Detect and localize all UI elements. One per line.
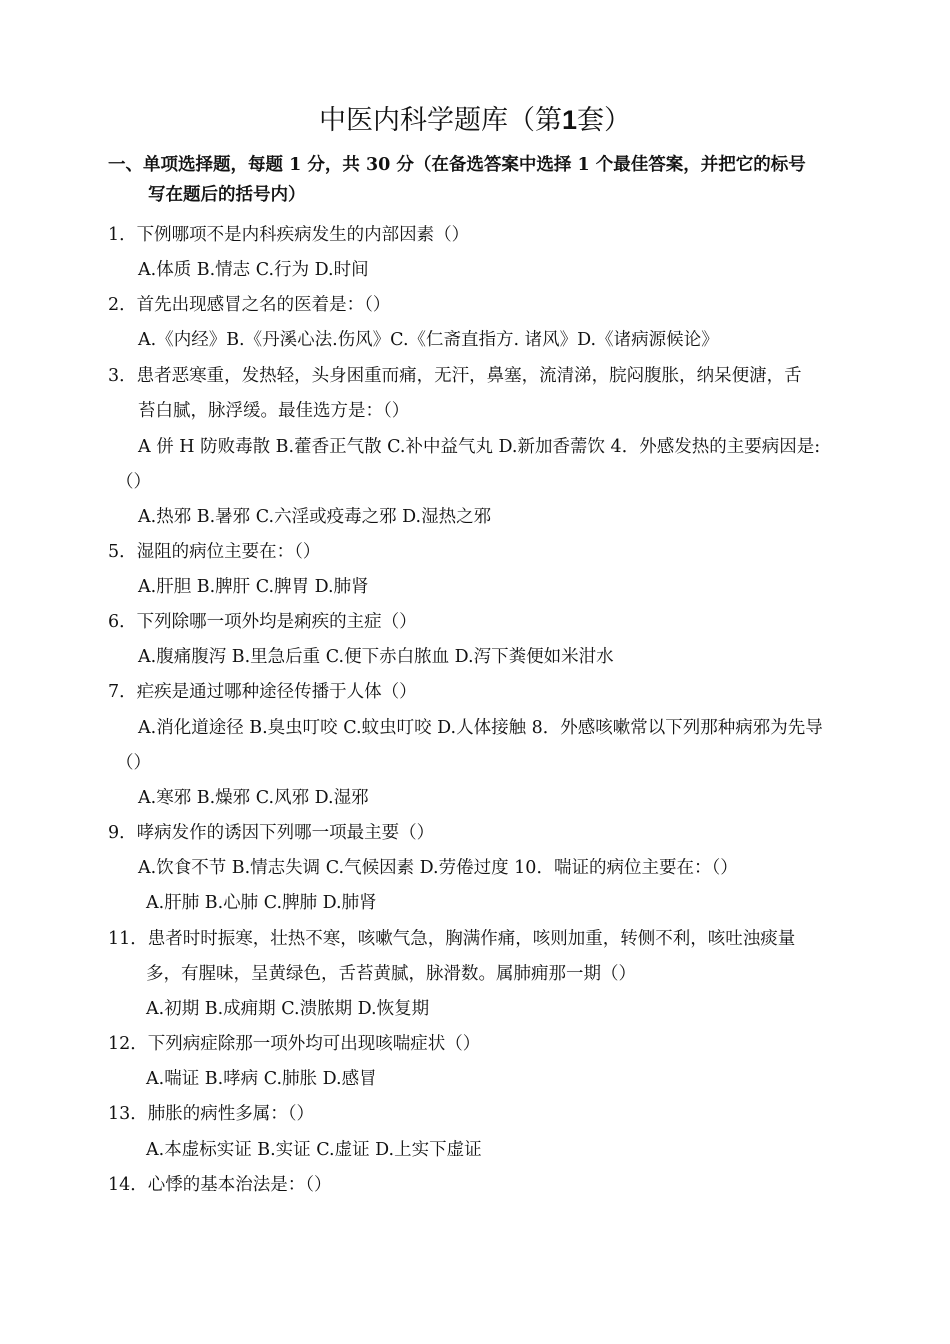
question-12: 12．下列病症除那一项外均可出现咳喘症状（） [108, 1034, 481, 1054]
section-heading [108, 150, 868, 210]
section-heading-line1: 一、单项选择题，每题 1 分，共 30 分（在备选答案中选择 1 个最佳答案，并把它的标号 [108, 155, 806, 175]
page-title [0, 102, 950, 139]
question-3-options: A 併 H 防败毒散 B.藿香正气散 C.补中益气丸 D.新加香薷饮 4．外感发热的主要病因是: [138, 437, 821, 457]
question-2: 2．首先出现感冒之名的医着是：（） [108, 295, 391, 315]
title-suffix: 套） [577, 105, 632, 136]
question-1-options: A.体质 B.情志 C.行为 D.时间 [138, 260, 369, 280]
question-3: 3．患者恶寒重，发热轻，头身困重而痛，无汗，鼻塞，流清涕，脘闷腹胀，纳呆便溏，舌 [108, 366, 802, 386]
question-12-options: A.喘证 B.哮病 C.肺胀 D.感冒 [146, 1069, 377, 1089]
question-13: 13．肺胀的病性多属：（） [108, 1104, 315, 1124]
question-7-options: A.消化道途径 B.臭虫叮咬 C.蚊虫叮咬 D.人体接触 8．外感咳嗽常以下列那种病邪为先导 [138, 718, 823, 738]
question-10-options: A.肝肺 B.心肺 C.脾肺 D.肺肾 [146, 893, 377, 913]
question-3-continued: 苔白腻，脉浮缓。最佳选方是：（） [138, 401, 410, 421]
question-13-options: A.本虚标实证 B.实证 C.虚证 D.上实下虚证 [146, 1140, 482, 1160]
question-14: 14．心悸的基本治法是：（） [108, 1175, 332, 1195]
question-9-options: A.饮食不节 B.情志失调 C.气候因素 D.劳倦过度 10．喘证的病位主要在：（） [138, 858, 738, 878]
question-1: 1．下例哪项不是内科疾病发生的内部因素（） [108, 225, 470, 245]
question-11-options: A.初期 B.成痈期 C.溃脓期 D.恢复期 [146, 999, 430, 1019]
question-5-options: A.肝胆 B.脾肝 C.脾胃 D.肺肾 [138, 577, 369, 597]
question-6: 6．下列除哪一项外均是痢疾的主症（） [108, 612, 417, 632]
question-6-options: A.腹痛腹泻 B.里急后重 C.便下赤白脓血 D.泻下粪便如米泔水 [138, 647, 614, 667]
question-8-paren: （） [116, 753, 151, 773]
question-11: 11．患者时时振寒，壮热不寒，咳嗽气急，胸满作痛，咳则加重，转侧不利，咳吐浊痰量 [108, 929, 796, 949]
question-11-continued: 多，有腥味，呈黄绿色，舌苔黄腻，脉滑数。属肺痈那一期（） [146, 964, 636, 984]
question-2-options: A.《内经》B.《丹溪心法.伤风》C.《仁斋直指方. 诸风》D.《诸病源候论》 [138, 330, 719, 350]
title-main: 中医内科学题库（第 [318, 105, 562, 136]
question-9: 9．哮病发作的诱因下列哪一项最主要（） [108, 823, 435, 843]
title-set-number: 1 [561, 105, 578, 135]
section-heading-line2: 写在题后的括号内） [148, 185, 306, 205]
question-7: 7．疟疾是通过哪种途径传播于人体（） [108, 682, 417, 702]
question-8-options: A.寒邪 B.燥邪 C.风邪 D.湿邪 [138, 788, 369, 808]
question-4-options: A.热邪 B.暑邪 C.六淫或疫毒之邪 D.湿热之邪 [138, 507, 492, 527]
question-5: 5．湿阻的病位主要在：（） [108, 542, 321, 562]
question-4-paren: （） [116, 472, 151, 492]
